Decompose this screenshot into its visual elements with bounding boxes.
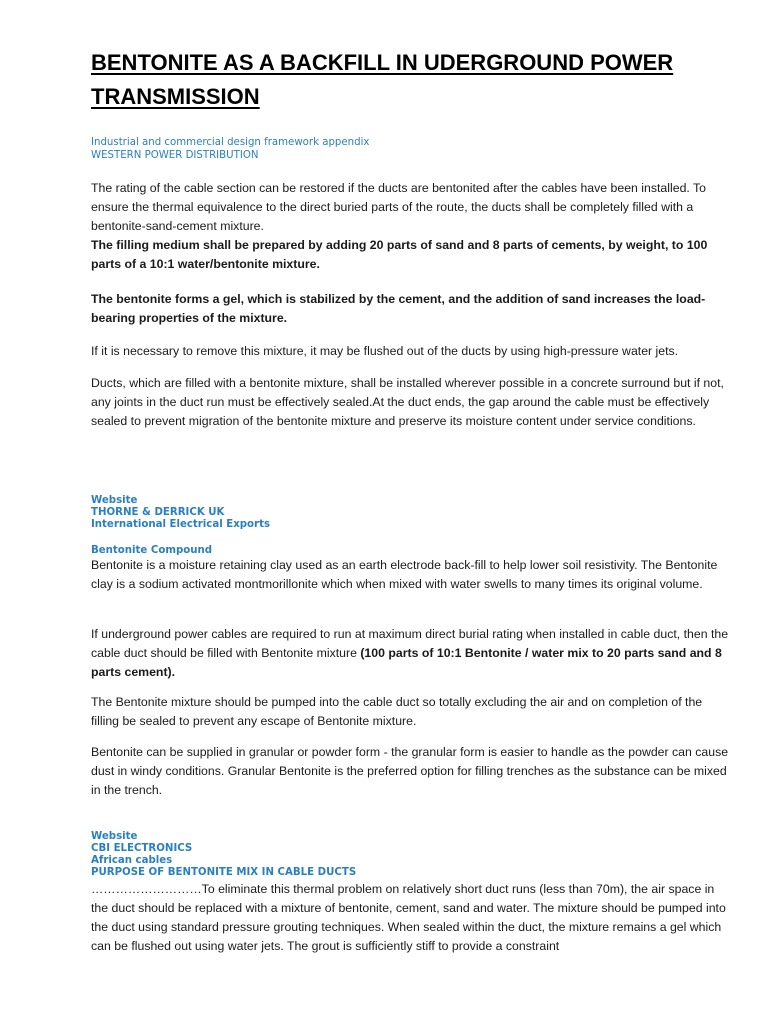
paragraph-text: If underground power cables are required to run at maximum direct burial rating when installed in cable duct, then the cable duct should be filled with Bentonite mixture <box>91 627 729 660</box>
paragraph-text-bold: (100 parts of 10:1 Bentonite / water mix to 20 parts sand and 8 parts cement). <box>91 646 722 679</box>
paragraph: If it is necessary to remove this mixture, it may be flushed out of the ducts by using high-pressure water jets. <box>91 344 679 358</box>
paragraph: Bentonite is a moisture retaining clay used as an earth electrode back-fill to help lower soil resistivity. The Bentonite clay is a sodium activated montmorillonite which when mixed with water swells to many times its original volume. <box>91 558 718 591</box>
paragraph-text: The rating of the cable section can be restored if the ducts are bentonited after the cables have been installed. To ensure the thermal equivalence to the direct buried parts of the route, the ducts shall be completely filled with a bentonite-sand-cement mixture. <box>91 181 707 233</box>
paragraph <box>91 179 731 274</box>
paragraph: The Bentonite mixture should be pumped into the cable duct so totally excluding the air and on completion of the filling be sealed to prevent any escape of Bentonite mixture. <box>91 695 703 728</box>
source-label: Website <box>91 495 138 506</box>
paragraph: Ducts, which are filled with a bentonite mixture, shall be installed wherever possible in a concrete surround but if not, any joints in the duct run must be effectively sealed.At the duct ends, the gap around the cable must be effectively sealed to prevent migration of the bentonite mixture and preserve its moisture content under service conditions. <box>91 376 724 428</box>
section-heading: Bentonite Compound <box>91 545 213 556</box>
paragraph-text-bold: The filling medium shall be prepared by adding 20 parts of sand and 8 parts of cements, by weight, to 100 parts of a 10:1 water/bentonite mixture. <box>91 238 708 271</box>
source-org: THORNE & DERRICK UK <box>91 507 225 518</box>
section-heading: PURPOSE OF BENTONITE MIX IN CABLE DUCTS <box>91 867 357 878</box>
source-label: Website <box>91 831 138 842</box>
source-subtitle: African cables <box>91 855 173 866</box>
paragraph: The bentonite forms a gel, which is stabilized by the cement, and the addition of sand increases the load-bearing properties of the mixture. <box>91 292 706 325</box>
paragraph <box>91 625 731 682</box>
source-org: CBI ELECTRONICS <box>91 843 193 854</box>
paragraph: Bentonite can be supplied in granular or powder form - the granular form is easier to handle as the powder can cause dust in windy conditions. Granular Bentonite is the preferred option for filling trenches as the substance can be mixed in the trench. <box>91 745 729 797</box>
source-line: Industrial and commercial design framework appendix <box>91 137 370 148</box>
source-org: WESTERN POWER DISTRIBUTION <box>91 150 259 161</box>
source-subtitle: International Electrical Exports <box>91 519 271 530</box>
document-title: BENTONITE AS A BACKFILL IN UDERGROUND POWER TRANSMISSION <box>91 50 674 109</box>
paragraph: ………………………To eliminate this thermal problem on relatively short duct runs (less than 70m), the air space in the duct should be replaced with a mixture of bentonite, cement, sand and water. The mixture should be pumped into the duct using standard pressure grouting techniques. When sealed within the duct, the mixture remains a gel which can be flushed out using water jets. The grout is sufficiently stiff to provide a constraint <box>91 882 726 953</box>
